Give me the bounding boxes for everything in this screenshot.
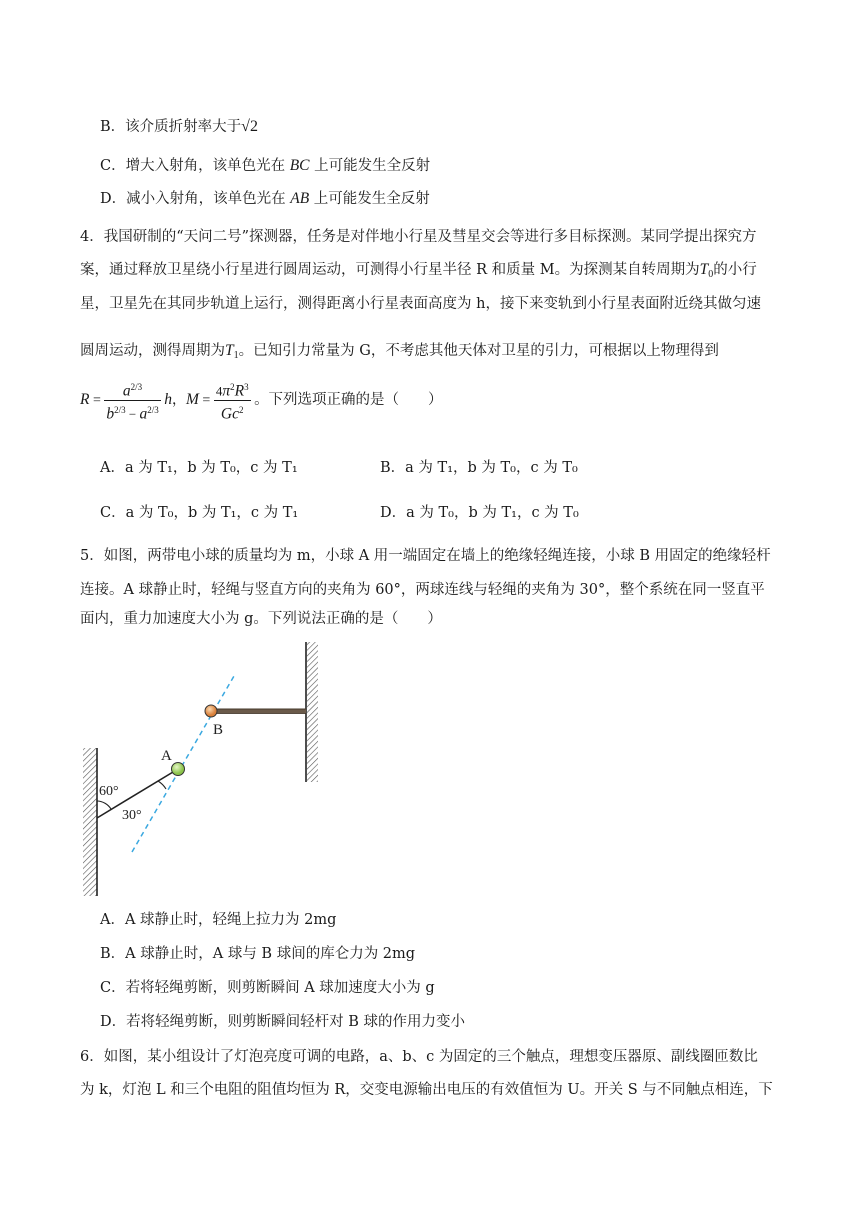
- q3-option-c: C．增大入射角，该单色光在 BC 上可能发生全反射: [100, 157, 431, 174]
- q5-option-b: B．A 球静止时，A 球与 B 球间的库仑力为 2mg: [100, 946, 416, 962]
- q4-formula: R = $\frac{a^{2/3}}{b^{2/3} - a^{2/3}}$ h，M = $\frac{4\pi^2R^3}{Gc^2}$ 。下列选项正确的是（ ）: [80, 378, 443, 438]
- sqrt2: √2: [241, 118, 258, 135]
- q5-option-d: D．若将轻绳剪断，则剪断瞬间轻杆对 B 球的作用力变小: [100, 1014, 465, 1030]
- label-b: B: [213, 722, 224, 738]
- label-a: A: [161, 748, 172, 764]
- q4-option-b: B．a 为 T₁，b 为 T₀，c 为 T₀: [380, 460, 578, 476]
- q4-formula-tail: 。下列选项正确的是（ ）: [254, 392, 443, 409]
- angle-arc-60: [97, 801, 111, 809]
- q3-option-b: B．该介质折射率大于√2: [100, 118, 258, 135]
- q5-figure: [70, 638, 330, 900]
- angle-arc-30: [158, 781, 166, 789]
- q4-line-4: 圆周运动，测得周期为$T_1$。已知引力常量为 G，不考虑其他天体对卫星的引力，可根据以上物理得到: [80, 342, 719, 361]
- ball-a: [172, 763, 185, 776]
- q4-option-a: A．a 为 T₁，b 为 T₀，c 为 T₁: [100, 460, 298, 476]
- q5-option-c: C．若将轻绳剪断，则剪断瞬间 A 球加速度大小为 g: [100, 980, 435, 996]
- q5-line-1: 5．如图，两带电小球的质量均为 m，小球 A 用一端固定在墙上的绝缘轻绳连接，小球 B 用固定的绝缘轻杆: [80, 548, 771, 564]
- q4-option-c: C．a 为 T₀，b 为 T₁，c 为 T₁: [100, 505, 299, 521]
- q6-line-1: 6．如图，某小组设计了灯泡亮度可调的电路，a、b、c 为固定的三个触点，理想变压器原、副线圈匝数比: [80, 1049, 758, 1065]
- dashed-line-ab: [132, 676, 234, 852]
- left-wall: [83, 748, 97, 896]
- q4-option-d: D．a 为 T₀，b 为 T₁，c 为 T₀: [380, 505, 579, 521]
- q4-line-1: 4．我国研制的“天问二号”探测器，任务是对伴地小行星及彗星交会等进行多目标探测。某同学提出探究方: [80, 229, 757, 245]
- label-30: 30°: [122, 808, 142, 823]
- label-60: 60°: [99, 784, 119, 799]
- q5-option-a: A．A 球静止时，轻绳上拉力为 2mg: [100, 912, 337, 928]
- q4-line-2: 案，通过释放卫星绕小行星进行圆周运动，可测得小行星半径 R 和质量 M。为探测某自转周期为$T_0$的小行: [80, 261, 757, 280]
- ball-b: [205, 705, 217, 717]
- insulating-rod: [216, 709, 306, 714]
- q5-line-2: 连接。A 球静止时，轻绳与竖直方向的夹角为 60°，两球连线与轻绳的夹角为 30°，整个系统在同一竖直平: [80, 582, 765, 598]
- q3-option-d: D．减小入射角，该单色光在 AB 上可能发生全反射: [100, 190, 430, 207]
- q5-line-3: 面内，重力加速度大小为 g。下列说法正确的是（ ）: [80, 611, 442, 627]
- q4-line-3: 星，卫星先在其同步轨道上运行，测得距离小行星表面高度为 h，接下来变轨到小行星表面附近绕其做匀速: [80, 296, 761, 312]
- right-wall: [306, 642, 318, 782]
- q6-line-2: 为 k，灯泡 L 和三个电阻的阻值均恒为 R，交变电源输出电压的有效值恒为 U。开关 S 与不同触点相连，下: [80, 1082, 773, 1098]
